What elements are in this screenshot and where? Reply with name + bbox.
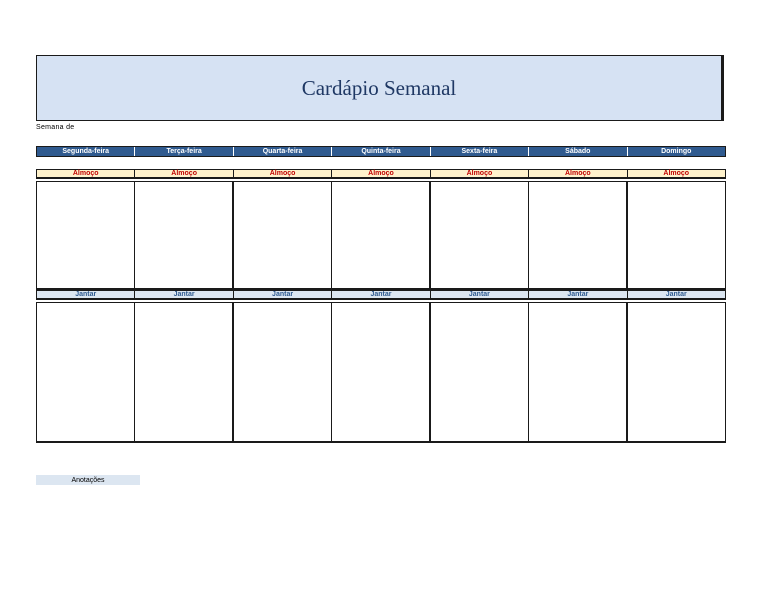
lunch-cell-monday[interactable]	[37, 182, 135, 288]
dinner-label-thursday: Jantar	[332, 291, 430, 298]
dinner-label-tuesday: Jantar	[135, 291, 233, 298]
lunch-label-monday: Almoço	[37, 170, 135, 177]
day-header-tuesday: Terça-feira	[135, 147, 233, 156]
lunch-cells-row	[36, 181, 726, 290]
lunch-label-tuesday: Almoço	[135, 170, 233, 177]
days-header-row	[36, 146, 726, 157]
dinner-cell-sunday[interactable]	[628, 303, 725, 441]
lunch-label-sunday: Almoço	[663, 170, 690, 177]
day-header-wednesday: Quarta-feira	[234, 147, 332, 156]
dinner-cell-monday[interactable]	[37, 303, 135, 441]
dinner-header-row	[36, 290, 726, 300]
day-header-sunday: Domingo	[661, 148, 692, 155]
day-header-saturday: Sábado	[529, 147, 627, 156]
lunch-header-row	[36, 169, 726, 179]
lunch-label-saturday: Almoço	[529, 170, 627, 177]
dinner-cells-row	[36, 302, 726, 443]
lunch-cell-thursday[interactable]	[332, 182, 431, 288]
lunch-cell-tuesday[interactable]	[135, 182, 234, 288]
day-header-friday: Sexta-feira	[431, 147, 529, 156]
dinner-cell-wednesday[interactable]	[234, 303, 332, 441]
lunch-label-wednesday: Almoço	[234, 170, 332, 177]
day-header-thursday: Quinta-feira	[332, 147, 430, 156]
lunch-label-friday: Almoço	[431, 170, 529, 177]
week-label: Semana de	[36, 124, 75, 131]
dinner-cell-friday[interactable]	[431, 303, 529, 441]
dinner-label-friday: Jantar	[431, 291, 529, 298]
day-header-monday: Segunda-feira	[37, 147, 135, 156]
lunch-cell-sunday[interactable]	[628, 182, 725, 288]
lunch-cell-wednesday[interactable]	[234, 182, 332, 288]
lunch-cell-saturday[interactable]	[529, 182, 628, 288]
dinner-label-saturday: Jantar	[529, 291, 627, 298]
dinner-label-wednesday: Jantar	[234, 291, 332, 298]
lunch-cell-friday[interactable]	[431, 182, 529, 288]
notes-label: Anotações	[36, 475, 140, 485]
title-banner	[36, 55, 724, 121]
page-title: Cardápio Semanal	[301, 75, 457, 100]
dinner-cell-saturday[interactable]	[529, 303, 628, 441]
dinner-cell-tuesday[interactable]	[135, 303, 234, 441]
dinner-label-monday: Jantar	[37, 291, 135, 298]
dinner-cell-thursday[interactable]	[332, 303, 431, 441]
dinner-label-sunday: Jantar	[665, 291, 687, 298]
lunch-label-thursday: Almoço	[332, 170, 430, 177]
